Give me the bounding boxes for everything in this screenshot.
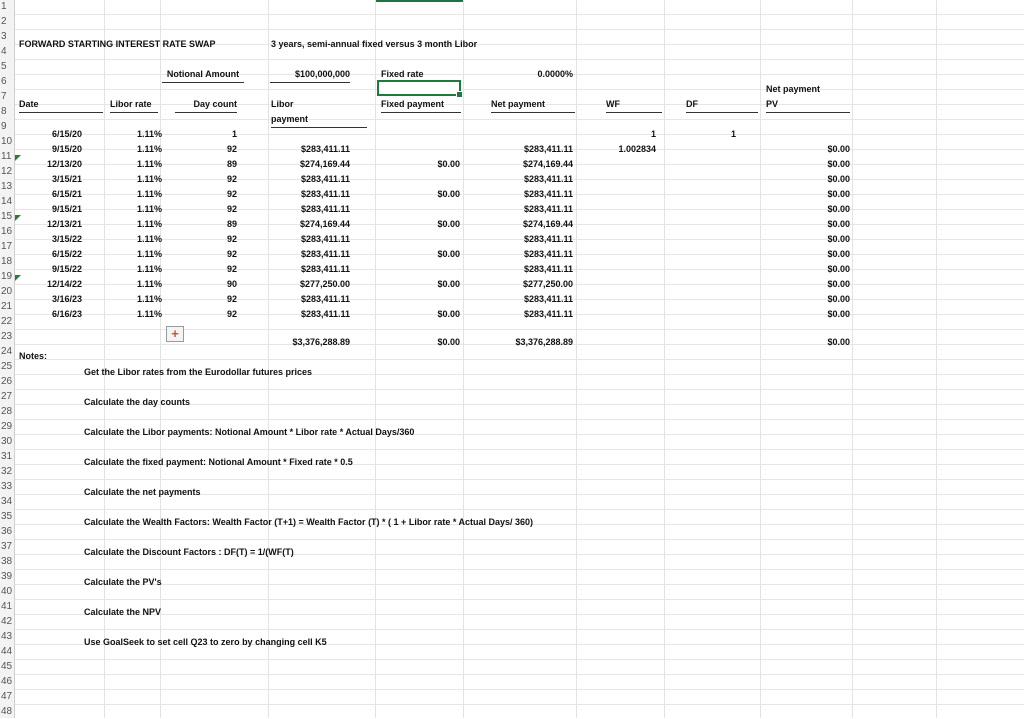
notional-label: Notional Amount: [162, 67, 244, 83]
cell-net-payment[interactable]: $283,411.11: [523, 174, 573, 184]
header-fixed-payment: Fixed payment: [381, 97, 461, 113]
row-number[interactable]: 34: [1, 496, 13, 507]
row-number[interactable]: 40: [1, 586, 13, 597]
note-line: Calculate the Discount Factors : DF(T) = 1/(WF(T): [84, 547, 294, 557]
cell-day-count[interactable]: 92: [226, 309, 237, 319]
cell-libor-rate[interactable]: 1.11%: [136, 204, 162, 214]
cell-fixed-payment[interactable]: [380, 172, 460, 187]
cell-net-payment-pv[interactable]: $0.00: [827, 204, 850, 214]
row-number[interactable]: 44: [1, 646, 13, 657]
cell-net-payment-pv[interactable]: [760, 127, 850, 142]
row-number[interactable]: 12: [1, 166, 13, 177]
row-number[interactable]: 14: [1, 196, 13, 207]
row-number[interactable]: 15: [1, 211, 13, 222]
cell-date[interactable]: 12/14/22: [46, 279, 82, 289]
cell-day-count[interactable]: 92: [226, 144, 237, 154]
cell-df[interactable]: [670, 202, 736, 217]
row-number[interactable]: 21: [1, 301, 13, 312]
row-number[interactable]: 28: [1, 406, 13, 417]
cell-df[interactable]: [670, 262, 736, 277]
header-day-count: Day count: [175, 97, 237, 113]
cell-df[interactable]: [670, 232, 736, 247]
sheet-title: FORWARD STARTING INTEREST RATE SWAP: [19, 39, 216, 49]
note-line: Calculate the fixed payment: Notional Amount * Fixed rate * 0.5: [84, 457, 353, 467]
note-line: Calculate the net payments: [84, 487, 201, 497]
row-number[interactable]: 23: [1, 331, 13, 342]
column-divider: [664, 0, 665, 718]
cell-libor-payment[interactable]: $283,411.11: [300, 309, 350, 319]
column-selection-indicator: [375, 0, 463, 2]
cell-libor-rate[interactable]: 1.11%: [136, 159, 162, 169]
row-number[interactable]: 18: [1, 256, 13, 267]
cell-net-payment[interactable]: $274,169.44: [522, 159, 573, 169]
column-divider: [760, 0, 761, 718]
column-divider: [576, 0, 577, 718]
cell-libor-rate[interactable]: 1.11%: [136, 129, 162, 139]
cell-net-payment-pv[interactable]: $0.00: [827, 249, 850, 259]
row-number[interactable]: 29: [1, 421, 13, 432]
row-number[interactable]: 9: [1, 121, 7, 132]
cell-libor-rate[interactable]: 1.11%: [136, 174, 162, 184]
note-line: Calculate the Wealth Factors: Wealth Factor (T+1) = Wealth Factor (T) * ( 1 + Libor rate * Actual Days/ 360): [84, 517, 534, 527]
row-number[interactable]: 22: [1, 316, 13, 327]
header-net-payment-pv-line1: Net payment: [766, 84, 821, 94]
cell-df[interactable]: [670, 157, 736, 172]
cell-wf[interactable]: 1.002834: [618, 144, 656, 154]
cell-net-payment[interactable]: $274,169.44: [522, 219, 573, 229]
cell-libor-payment[interactable]: $274,169.44: [299, 219, 350, 229]
header-wf: WF: [606, 97, 662, 113]
cell-wf[interactable]: [580, 172, 656, 187]
row-number[interactable]: 31: [1, 451, 13, 462]
cell-libor-payment[interactable]: $283,411.11: [300, 204, 350, 214]
row-number[interactable]: 25: [1, 361, 13, 372]
row-number[interactable]: 16: [1, 226, 13, 237]
cell-fixed-payment[interactable]: [380, 292, 460, 307]
row-number[interactable]: 47: [1, 691, 13, 702]
cell-wf[interactable]: [580, 307, 656, 322]
total-net-payment-pv: $0.00: [827, 337, 850, 347]
row-number[interactable]: 26: [1, 376, 13, 387]
cell-day-count[interactable]: 92: [226, 234, 237, 244]
column-divider: [852, 0, 853, 718]
cell-wf[interactable]: [580, 262, 656, 277]
row-number[interactable]: 11: [1, 151, 12, 162]
header-net-payment-pv-line2: PV: [766, 97, 850, 113]
cell-date[interactable]: 6/15/22: [51, 249, 82, 259]
cell-fixed-payment[interactable]: [380, 262, 460, 277]
cell-wf[interactable]: 1: [650, 129, 656, 139]
cell-df[interactable]: [670, 217, 736, 232]
cell-libor-payment[interactable]: [270, 127, 350, 142]
cell-libor-payment[interactable]: $274,169.44: [299, 159, 350, 169]
row-header-column: [0, 0, 15, 718]
cell-net-payment-pv[interactable]: $0.00: [827, 174, 850, 184]
column-divider: [268, 0, 269, 718]
cell-day-count[interactable]: 89: [226, 159, 237, 169]
row-number[interactable]: 45: [1, 661, 13, 672]
error-indicator-icon[interactable]: [15, 155, 21, 161]
cell-wf[interactable]: [580, 202, 656, 217]
row-number[interactable]: 46: [1, 676, 13, 687]
cell-wf[interactable]: [580, 217, 656, 232]
cell-date[interactable]: 3/15/21: [51, 174, 82, 184]
row-number[interactable]: 42: [1, 616, 13, 627]
row-number[interactable]: 33: [1, 481, 13, 492]
active-cell-selection[interactable]: [377, 80, 461, 96]
fixed-rate-value[interactable]: 0.0000%: [537, 69, 573, 79]
row-number[interactable]: 41: [1, 601, 13, 612]
cell-date[interactable]: 3/16/23: [51, 294, 82, 304]
cell-date[interactable]: 9/15/21: [51, 204, 82, 214]
cell-date[interactable]: 9/15/20: [51, 144, 82, 154]
cell-net-payment[interactable]: $283,411.11: [523, 264, 573, 274]
cell-fixed-payment[interactable]: $0.00: [437, 249, 460, 259]
note-line: Calculate the Libor payments: Notional Amount * Libor rate * Actual Days/360: [84, 427, 415, 437]
header-df: DF: [686, 97, 758, 113]
cell-fixed-payment[interactable]: $0.00: [437, 219, 460, 229]
cell-fixed-payment[interactable]: [380, 127, 460, 142]
cell-fixed-payment[interactable]: [380, 142, 460, 157]
cell-libor-payment[interactable]: $283,411.11: [300, 174, 350, 184]
row-number[interactable]: 10: [1, 136, 13, 147]
total-fixed-payment: $0.00: [437, 337, 460, 347]
cell-df[interactable]: [670, 187, 736, 202]
cell-day-count[interactable]: 92: [226, 264, 237, 274]
cell-libor-rate[interactable]: 1.11%: [136, 264, 162, 274]
row-number[interactable]: 38: [1, 556, 13, 567]
cell-net-payment[interactable]: $283,411.11: [523, 249, 573, 259]
total-net-payment: $3,376,288.89: [515, 337, 573, 347]
cell-day-count[interactable]: 92: [226, 189, 237, 199]
row-number[interactable]: 7: [1, 91, 7, 102]
cell-wf[interactable]: [580, 247, 656, 262]
column-divider: [936, 0, 937, 718]
cell-net-payment[interactable]: $283,411.11: [523, 294, 573, 304]
note-line: Calculate the PV's: [84, 577, 162, 587]
cell-net-payment-pv[interactable]: $0.00: [827, 144, 850, 154]
cell-df[interactable]: 1: [730, 129, 736, 139]
row-number[interactable]: 8: [1, 106, 7, 117]
cell-day-count[interactable]: 89: [226, 219, 237, 229]
note-line: Calculate the NPV: [84, 607, 162, 617]
note-line: Get the Libor rates from the Eurodollar futures prices: [84, 367, 313, 377]
notes-label: Notes:: [19, 351, 48, 361]
cell-df[interactable]: [670, 292, 736, 307]
cell-wf[interactable]: [580, 277, 656, 292]
header-libor-payment-line2: payment: [271, 112, 367, 128]
cell-day-count[interactable]: 92: [226, 294, 237, 304]
cell-day-count[interactable]: 92: [226, 204, 237, 214]
error-indicator-icon[interactable]: [15, 215, 21, 221]
row-number[interactable]: 27: [1, 391, 13, 402]
row-number[interactable]: 32: [1, 466, 13, 477]
header-libor-rate: Libor rate: [110, 97, 158, 113]
row-number[interactable]: 17: [1, 241, 13, 252]
column-divider: [375, 0, 376, 718]
cell-net-payment-pv[interactable]: $0.00: [827, 234, 850, 244]
cell-date[interactable]: 6/16/23: [51, 309, 82, 319]
cell-day-count[interactable]: 90: [226, 279, 237, 289]
cell-wf[interactable]: [580, 187, 656, 202]
cell-net-payment[interactable]: [480, 127, 573, 142]
cell-day-count[interactable]: 92: [226, 174, 237, 184]
row-number[interactable]: 48: [1, 706, 13, 717]
note-line: Use GoalSeek to set cell Q23 to zero by changing cell K5: [84, 637, 327, 647]
cell-date[interactable]: 6/15/21: [51, 189, 82, 199]
cell-libor-rate[interactable]: 1.11%: [136, 294, 162, 304]
cell-date[interactable]: 3/15/22: [51, 234, 82, 244]
row-number[interactable]: 3: [1, 31, 7, 42]
cell-libor-payment[interactable]: $283,411.11: [300, 264, 350, 274]
notional-value[interactable]: $100,000,000: [270, 67, 350, 83]
cell-libor-payment[interactable]: $283,411.11: [300, 249, 350, 259]
cell-net-payment-pv[interactable]: $0.00: [827, 294, 850, 304]
cell-net-payment-pv[interactable]: $0.00: [827, 219, 850, 229]
cell-wf[interactable]: [580, 232, 656, 247]
row-number[interactable]: 5: [1, 61, 7, 72]
row-number[interactable]: 2: [1, 16, 7, 27]
header-libor-payment-line1: Libor: [271, 99, 294, 109]
cell-net-payment-pv[interactable]: $0.00: [827, 189, 850, 199]
fixed-rate-label: Fixed rate: [381, 67, 461, 83]
row-number[interactable]: 4: [1, 46, 7, 57]
cell-libor-payment[interactable]: $283,411.11: [300, 189, 350, 199]
cell-libor-rate[interactable]: 1.11%: [136, 234, 162, 244]
row-number[interactable]: 35: [1, 511, 13, 522]
row-number[interactable]: 6: [1, 76, 7, 87]
cell-libor-rate[interactable]: 1.11%: [136, 219, 162, 229]
cell-date[interactable]: 9/15/22: [51, 264, 82, 274]
cell-net-payment[interactable]: $283,411.11: [523, 189, 573, 199]
cell-libor-payment[interactable]: $283,411.11: [300, 294, 350, 304]
cell-libor-payment[interactable]: $283,411.11: [300, 144, 350, 154]
cell-wf[interactable]: [580, 292, 656, 307]
cell-df[interactable]: [670, 142, 736, 157]
header-net-payment: Net payment: [491, 97, 575, 113]
row-number[interactable]: 37: [1, 541, 13, 552]
cell-libor-rate[interactable]: 1.11%: [136, 249, 162, 259]
note-line: Calculate the day counts: [84, 397, 191, 407]
paste-options-icon[interactable]: +: [166, 326, 184, 342]
error-indicator-icon[interactable]: [15, 275, 21, 281]
cell-fixed-payment[interactable]: $0.00: [437, 159, 460, 169]
header-date: Date: [19, 97, 103, 113]
cell-net-payment-pv[interactable]: $0.00: [827, 309, 850, 319]
cell-day-count[interactable]: 92: [226, 249, 237, 259]
cell-libor-rate[interactable]: 1.11%: [136, 279, 162, 289]
cell-net-payment[interactable]: $283,411.11: [523, 204, 573, 214]
row-number[interactable]: 43: [1, 631, 13, 642]
row-number[interactable]: 19: [1, 271, 13, 282]
cell-wf[interactable]: [580, 157, 656, 172]
cell-date[interactable]: 12/13/20: [46, 159, 82, 169]
cell-fixed-payment[interactable]: [380, 202, 460, 217]
cell-date[interactable]: 6/15/20: [51, 129, 82, 139]
column-divider: [463, 0, 464, 718]
row-number[interactable]: 39: [1, 571, 13, 582]
cell-net-payment-pv[interactable]: $0.00: [827, 264, 850, 274]
cell-libor-rate[interactable]: 1.11%: [136, 189, 162, 199]
cell-libor-payment[interactable]: $283,411.11: [300, 234, 350, 244]
cell-net-payment[interactable]: $283,411.11: [523, 234, 573, 244]
cell-libor-rate[interactable]: 1.11%: [136, 144, 162, 154]
row-number[interactable]: 20: [1, 286, 13, 297]
cell-date[interactable]: 12/13/21: [46, 219, 82, 229]
cell-df[interactable]: [670, 307, 736, 322]
cell-df[interactable]: [670, 247, 736, 262]
cell-df[interactable]: [670, 277, 736, 292]
total-libor-payment: $3,376,288.89: [292, 337, 350, 347]
sheet-subtitle: 3 years, semi-annual fixed versus 3 month Libor: [271, 39, 478, 49]
cell-fixed-payment[interactable]: $0.00: [437, 189, 460, 199]
cell-libor-rate[interactable]: 1.11%: [136, 309, 162, 319]
row-number[interactable]: 24: [1, 346, 13, 357]
cell-net-payment-pv[interactable]: $0.00: [827, 279, 850, 289]
cell-net-payment-pv[interactable]: $0.00: [827, 159, 850, 169]
cell-fixed-payment[interactable]: $0.00: [437, 279, 460, 289]
row-number[interactable]: 36: [1, 526, 13, 537]
row-number[interactable]: 30: [1, 436, 13, 447]
cell-net-payment[interactable]: $283,411.11: [523, 309, 573, 319]
cell-fixed-payment[interactable]: $0.00: [437, 309, 460, 319]
row-number[interactable]: 1: [1, 1, 7, 12]
cell-net-payment[interactable]: $283,411.11: [523, 144, 573, 154]
cell-libor-payment[interactable]: $277,250.00: [299, 279, 350, 289]
row-number[interactable]: 13: [1, 181, 13, 192]
cell-df[interactable]: [670, 172, 736, 187]
cell-net-payment[interactable]: $277,250.00: [522, 279, 573, 289]
cell-day-count[interactable]: 1: [231, 129, 237, 139]
cell-fixed-payment[interactable]: [380, 232, 460, 247]
